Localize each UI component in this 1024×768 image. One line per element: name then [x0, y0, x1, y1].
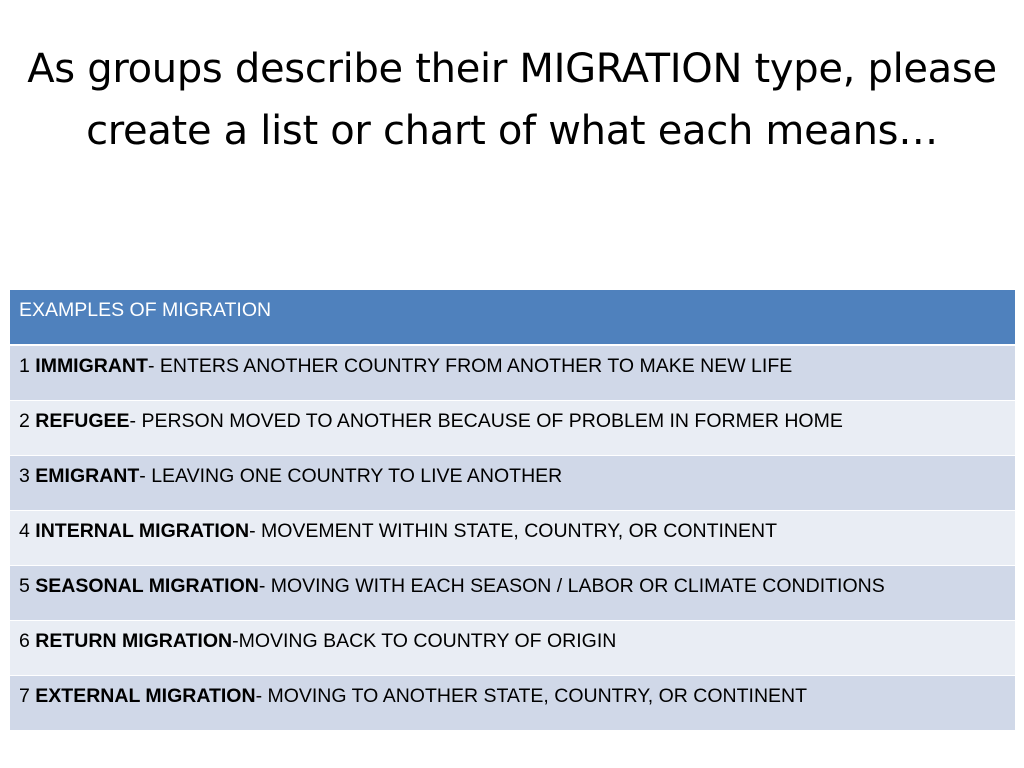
migration-term: INTERNAL MIGRATION	[35, 520, 250, 542]
migration-definition: -MOVING BACK TO COUNTRY OF ORIGIN	[232, 630, 617, 652]
migration-term: EXTERNAL MIGRATION	[35, 685, 256, 708]
migration-term: EMIGRANT	[35, 465, 140, 487]
row-number: 5	[19, 575, 30, 597]
table-row	[10, 565, 1015, 620]
migration-definition: - PERSON MOVED TO ANOTHER BECAUSE OF PROBLEM IN FORMER HOME	[129, 410, 843, 432]
table-cell	[10, 345, 1015, 400]
migration-examples-table	[10, 290, 1015, 730]
table-cell	[10, 455, 1015, 510]
migration-term: REFUGEE	[35, 410, 130, 432]
row-number: 3	[19, 465, 30, 487]
row-number: 6	[19, 630, 30, 652]
table-row	[10, 675, 1015, 730]
row-number: 2	[19, 410, 30, 432]
table-cell	[10, 565, 1015, 620]
migration-definition: - MOVING WITH EACH SEASON / LABOR OR CLIMATE CONDITIONS	[258, 575, 885, 597]
migration-term: RETURN MIGRATION	[35, 630, 233, 652]
row-number: 1	[19, 355, 30, 378]
table-row	[10, 620, 1015, 675]
table-cell	[10, 400, 1015, 455]
migration-term: IMMIGRANT	[35, 355, 148, 378]
table-row	[10, 510, 1015, 565]
table-cell	[10, 620, 1015, 675]
migration-definition: - MOVING TO ANOTHER STATE, COUNTRY, OR CONTINENT	[255, 685, 808, 708]
table-row	[10, 345, 1015, 400]
table-row	[10, 400, 1015, 455]
migration-definition: - MOVEMENT WITHIN STATE, COUNTRY, OR CONTINENT	[249, 520, 778, 542]
table-cell	[10, 675, 1015, 730]
slide-title: As groups describe their MIGRATION type, please create a list or chart of what each means…	[27, 46, 997, 154]
table-row	[10, 455, 1015, 510]
row-number: 4	[19, 520, 30, 542]
table-header-cell: EXAMPLES OF MIGRATION	[10, 290, 1015, 345]
migration-definition: - LEAVING ONE COUNTRY TO LIVE ANOTHER	[139, 465, 563, 487]
migration-definition: - ENTERS ANOTHER COUNTRY FROM ANOTHER TO MAKE NEW LIFE	[147, 355, 793, 378]
table-header-row	[10, 290, 1015, 345]
table-cell	[10, 510, 1015, 565]
migration-term: SEASONAL MIGRATION	[35, 575, 259, 597]
row-number: 7	[19, 685, 30, 708]
